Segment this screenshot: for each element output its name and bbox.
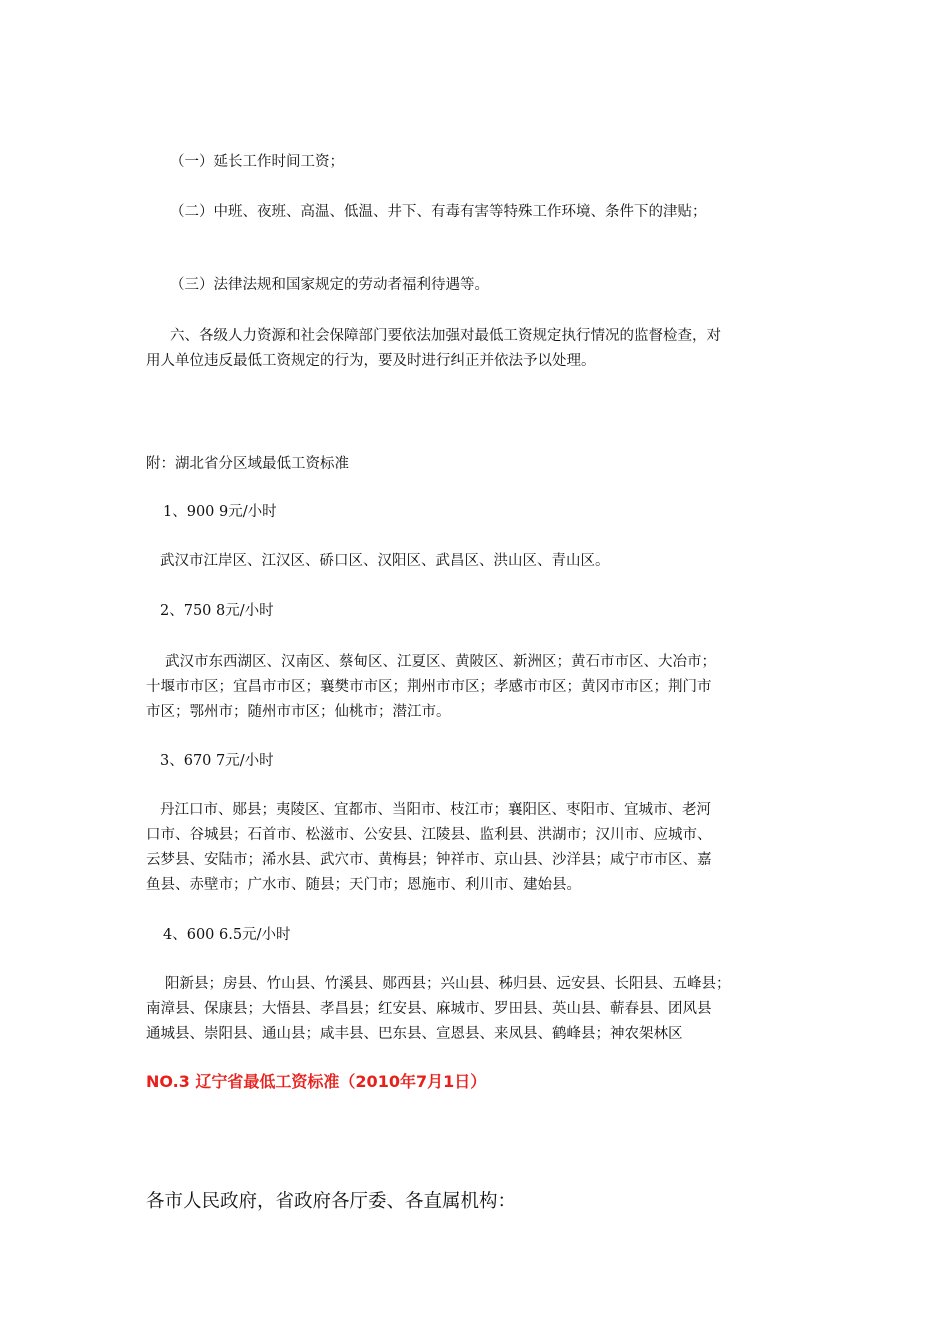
appendix-title: 附：湖北省分区域最低工资标准 <box>146 456 349 472</box>
tier-3-line-4: 鱼县、赤壁市；广水市、随县；天门市；恩施市、利川市、建始县。 <box>146 877 581 893</box>
tier-3-line-3: 云梦县、安陆市；浠水县、武穴市、黄梅县；钟祥市、京山县、沙洋县；咸宁市市区、嘉 <box>146 852 712 868</box>
item-3: （三）法律法规和国家规定的劳动者福利待遇等。 <box>170 277 489 293</box>
section-6-line-2: 用人单位违反最低工资规定的行为，要及时进行纠正并依法予以处理。 <box>146 353 596 369</box>
tier-3-line-1: 丹江口市、郧县；夷陵区、宜都市、当阳市、枝江市；襄阳区、枣阳市、宜城市、老河 <box>160 802 711 818</box>
tier-1-line-1: 武汉市江岸区、江汉区、硚口区、汉阳区、武昌区、洪山区、青山区。 <box>160 553 610 569</box>
tier-4-line-3: 通城县、崇阳县、通山县；咸丰县、巴东县、宣恩县、来凤县、鹤峰县；神农架林区 <box>146 1026 683 1042</box>
item-1: （一）延长工作时间工资； <box>170 154 344 170</box>
tier-2-line-1: 武汉市东西湖区、汉南区、蔡甸区、江夏区、黄陂区、新洲区；黄石市市区、大冶市； <box>165 654 716 670</box>
tier-4-line-2: 南漳县、保康县；大悟县、孝昌县；红安县、麻城市、罗田县、英山县、蕲春县、团风县 <box>146 1001 712 1017</box>
section-6-line-1: 六、各级人力资源和社会保障部门要依法加强对最低工资规定执行情况的监督检查，对 <box>170 328 721 344</box>
tier-2-line-3: 市区；鄂州市；随州市市区；仙桃市；潜江市。 <box>146 704 451 720</box>
item-2: （二）中班、夜班、高温、低温、井下、有毒有害等特殊工作环境、条件下的津贴； <box>170 204 707 220</box>
salutation: 各市人民政府，省政府各厅委、各直属机构： <box>146 1191 517 1212</box>
tier-2-line-2: 十堰市市区；宜昌市市区；襄樊市市区；荆州市市区；孝感市市区；黄冈市市区；荆门市 <box>146 679 712 695</box>
tier-4-label: 4、600 6.5元/小时 <box>163 927 291 943</box>
section-heading-no3: NO.3 辽宁省最低工资标准（2010年7月1日） <box>146 1072 487 1091</box>
tier-1-label: 1、900 9元/小时 <box>163 504 277 520</box>
tier-3-line-2: 口市、谷城县；石首市、松滋市、公安县、江陵县、监利县、洪湖市；汉川市、应城市、 <box>146 827 712 843</box>
tier-3-label: 3、670 7元/小时 <box>160 753 274 769</box>
tier-4-line-1: 阳新县；房县、竹山县、竹溪县、郧西县；兴山县、秭归县、远安县、长阳县、五峰县； <box>165 976 731 992</box>
tier-2-label: 2、750 8元/小时 <box>160 603 274 619</box>
